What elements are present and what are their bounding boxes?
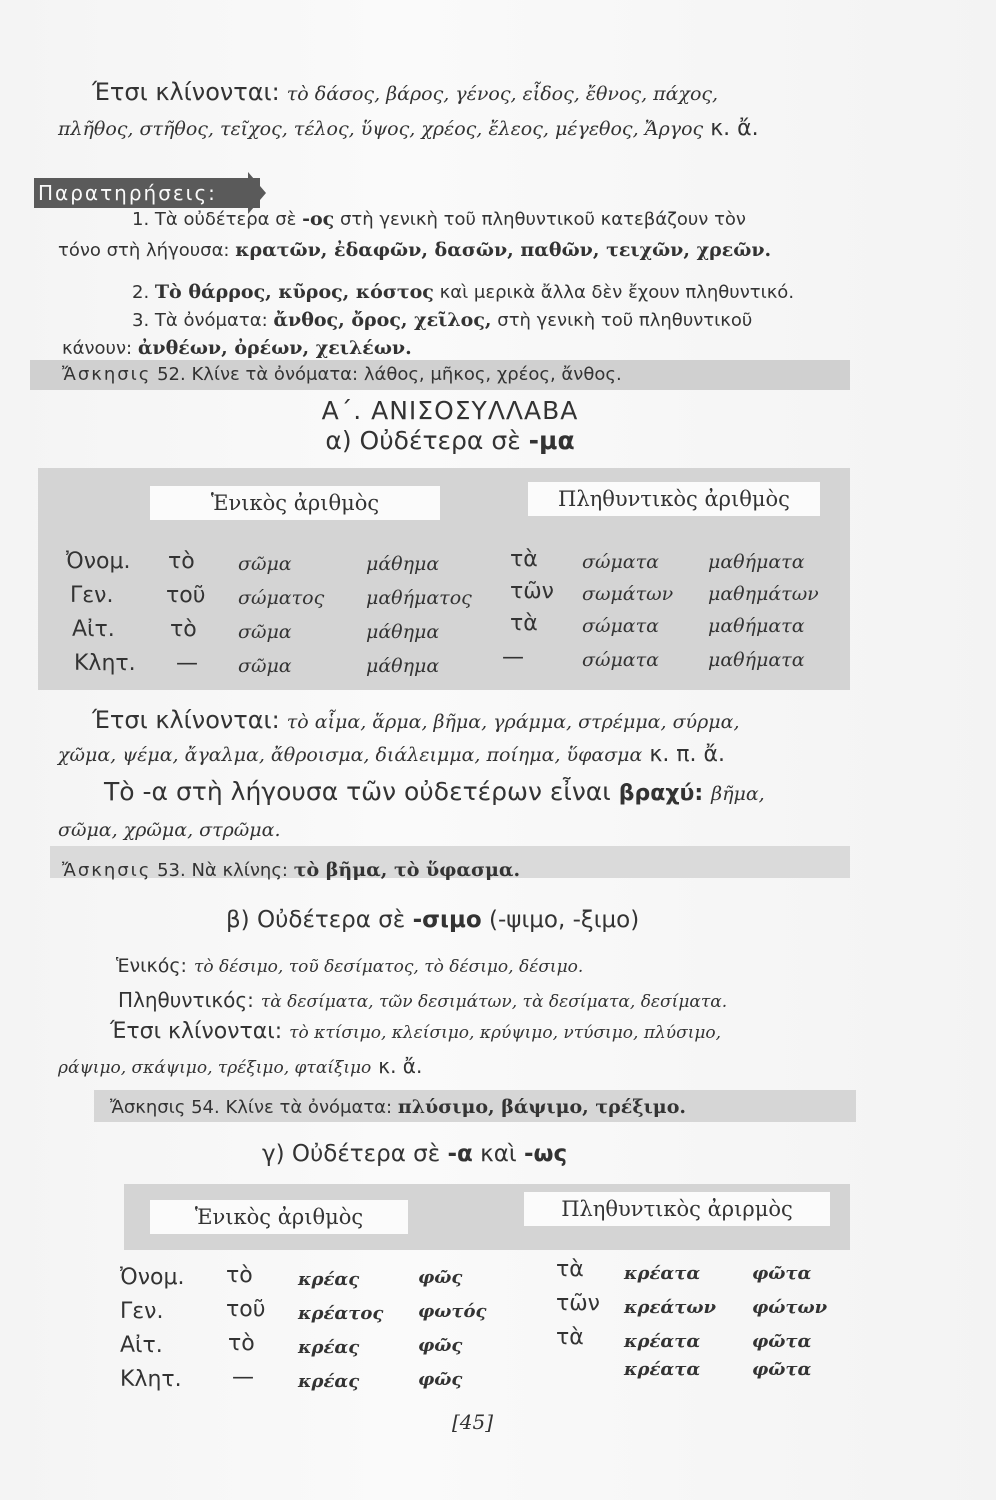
- word: κρέατος: [298, 1303, 384, 1324]
- word: κρέατα: [624, 1331, 701, 1352]
- article: τὸ: [168, 549, 195, 574]
- after-1-rule-bold: βραχύ:: [618, 781, 704, 806]
- word: φῶτα: [752, 1263, 812, 1284]
- case-label: Κλητ.: [120, 1367, 182, 1392]
- word: κρεάτων: [624, 1297, 716, 1318]
- after-1-rule-text: Τὸ -α στὴ λήγουσα τῶν οὐδετέρων εἶναι: [104, 777, 611, 806]
- word: φῶς: [418, 1335, 463, 1356]
- section-b-lead: Έτσι κλίνονται:: [110, 1019, 283, 1044]
- note-1-text: 1. Τὰ οὐδέτερα σὲ: [132, 209, 297, 230]
- section-a-subtitle-prefix: α) Οὐδέτερα σὲ: [325, 426, 521, 455]
- article: τοῦ: [226, 1297, 266, 1322]
- section-b-pl-label: Πληθυντικός:: [118, 988, 254, 1012]
- article: τῶν: [510, 579, 554, 604]
- word: σώματος: [238, 587, 325, 609]
- note-3-line-2: [62, 334, 412, 363]
- article: τὰ: [556, 1257, 584, 1282]
- note-3-line2-text: κάνουν:: [62, 338, 133, 359]
- article: τὸ: [226, 1263, 253, 1288]
- table-2-singular-header: Ἑνικὸς ἀριθμὸς: [150, 1200, 408, 1234]
- word: μαθήματος: [366, 587, 472, 609]
- after-1-rule-line-2: [58, 816, 281, 844]
- word: φῶτα: [752, 1331, 812, 1352]
- section-b-line-2: [58, 1052, 422, 1082]
- case-label: Ὀνομ.: [66, 549, 131, 574]
- section-c-subtitle-mid: καὶ: [480, 1141, 517, 1167]
- table-2-plural-header: Πληθυντικὸς ἀριρμὸς: [524, 1192, 830, 1226]
- after-1-end: κ. π. ἄ.: [649, 742, 726, 767]
- word: μαθήματα: [708, 649, 805, 671]
- case-label: Κλητ.: [74, 651, 136, 676]
- exercise-52-label: Ἄσκησις: [62, 364, 152, 385]
- word: μαθημάτων: [708, 583, 819, 605]
- section-a-subtitle-suffix: -μα: [528, 426, 575, 455]
- exercise-52: [62, 361, 622, 389]
- word: κρέας: [298, 1337, 360, 1358]
- section-b-sg-label: Ἑνικός:: [116, 955, 187, 977]
- word: μάθημα: [366, 621, 440, 643]
- article: —: [502, 645, 524, 670]
- section-b-line-1: [110, 1018, 721, 1047]
- section-b-words-1: τὸ κτίσιμο, κλείσιμο, κρύψιμο, ντύσιμο, πλύσιμο,: [289, 1023, 722, 1043]
- intro-words-2: πλῆθος, στῆθος, τεῖχος, τέλος, ὕψος, χρέος, ἔλεος, μέγεθος, Ἄργος: [58, 118, 704, 140]
- after-1-words-2: χῶμα, ψέμα, ἄγαλμα, ἄθροισμα, διάλειμμα, ποίημα, ὕφασμα: [58, 744, 643, 766]
- section-b-subtitle: [226, 906, 639, 934]
- exercise-52-number: 52.: [157, 364, 186, 385]
- note-3-bold: ἄνθος, ὄρος, χεῖλος,: [273, 309, 492, 331]
- section-b-end: κ. ἄ.: [378, 1054, 423, 1078]
- word: σώματα: [582, 615, 659, 637]
- exercise-53-number: 53.: [157, 860, 186, 881]
- exercise-53-bold: τὸ βῆμα, τὸ ὕφασμα.: [293, 859, 521, 881]
- exercise-52-text: Κλίνε τὰ ὀνόματα: λάθος, μῆκος, χρέος, ἄνθος.: [191, 364, 622, 385]
- exercise-53: [62, 856, 520, 885]
- exercise-54-number: 54.: [191, 1097, 220, 1118]
- section-b-subtitle-suffix: -σιμο: [412, 907, 482, 933]
- note-1-examples: κρατῶν, ἐδαφῶν, δασῶν, παθῶν, τειχῶν, χρεῶν.: [235, 239, 772, 261]
- word: μαθήματα: [708, 615, 805, 637]
- section-b-plural: [118, 986, 727, 1016]
- after-1-line-2: [58, 741, 725, 769]
- word: σῶμα: [238, 621, 292, 643]
- exercise-54-bold: πλύσιμο, βάψιμο, τρέξιμο.: [397, 1096, 686, 1118]
- section-b-subtitle-tail: (-ψιμο, -ξιμο): [489, 907, 640, 933]
- case-label: Αἰτ.: [72, 617, 115, 642]
- after-1-lead: Έτσι κλίνονται:: [92, 706, 280, 734]
- case-label: Γεν.: [70, 583, 114, 608]
- word: σώματα: [582, 649, 659, 671]
- article: τὰ: [510, 611, 538, 636]
- section-c-subtitle-suffix: -α: [447, 1141, 473, 1167]
- after-1-line-1: [92, 706, 740, 736]
- intro-lead: Έτσι κλίνονται:: [92, 78, 280, 106]
- exercise-54-label: Ἄσκησις: [110, 1097, 186, 1118]
- word: φῶς: [418, 1267, 463, 1288]
- after-1-rule: [104, 778, 765, 808]
- word: φῶς: [418, 1369, 463, 1390]
- note-2-bold: Τὸ θάρρος, κῦρος, κόστος: [154, 281, 434, 303]
- section-c-subtitle-suffix2: -ως: [523, 1141, 568, 1167]
- word: σῶμα: [238, 553, 292, 575]
- note-3-examples: ἀνθέων, ὀρέων, χειλέων.: [137, 337, 412, 359]
- article: τὸ: [228, 1331, 255, 1356]
- note-1: [132, 205, 746, 234]
- word: φωτός: [418, 1301, 487, 1322]
- exercise-53-text: Νὰ κλίνης:: [191, 860, 288, 881]
- word: μαθήματα: [708, 551, 805, 573]
- note-3-text: 3. Τὰ ὀνόματα:: [132, 310, 268, 331]
- intro-end: κ. ἄ.: [710, 116, 759, 141]
- note-1-line2-text: τόνο στὴ λήγουσα:: [58, 240, 230, 261]
- after-1-words-1: τὸ αἷμα, ἅρμα, βῆμα, γράμμα, στρέμμα, σύρμα,: [286, 711, 740, 733]
- note-2-num: 2.: [132, 282, 150, 303]
- intro-words-1: τὸ δάσος, βάρος, γένος, εἶδος, ἔθνος, πάχος,: [286, 83, 719, 105]
- section-b-singular: [116, 952, 583, 981]
- after-1-rule-ex2: σῶμα, χρῶμα, στρῶμα.: [58, 819, 281, 841]
- note-1-line-2: [58, 236, 771, 265]
- article: τὰ: [556, 1325, 584, 1350]
- section-b-sg-words: τὸ δέσιμο, τοῦ δεσίματος, τὸ δέσιμο, δέσιμο.: [193, 957, 584, 977]
- table-1-singular-header: Ἑνικὸς ἀριθμὸς: [150, 486, 440, 520]
- section-b-words-2: ράψιμο, σκάψιμο, τρέξιμο, φταίξιμο: [58, 1058, 372, 1078]
- intro-line-1: [92, 78, 718, 108]
- intro-line-2: [58, 115, 759, 143]
- article: τοῦ: [166, 583, 206, 608]
- word: μάθημα: [366, 655, 440, 677]
- note-3-rest: στὴ γενικὴ τοῦ πληθυντικοῦ: [497, 310, 753, 331]
- word: φῶτα: [752, 1359, 812, 1380]
- exercise-53-label: Ἄσκησις: [62, 860, 152, 881]
- word: μάθημα: [366, 553, 440, 575]
- section-a-title: Α΄. ΑΝΙΣΟΣΥΛΛΑΒΑ: [321, 396, 579, 425]
- word: σῶμα: [238, 655, 292, 677]
- word: φώτων: [752, 1297, 828, 1318]
- word: κρέατα: [624, 1263, 701, 1284]
- article: —: [176, 651, 198, 676]
- note-1-suffix: -ος: [302, 208, 335, 230]
- case-label: Αἰτ.: [120, 1333, 163, 1358]
- note-2: [132, 278, 794, 307]
- article: τὸ: [170, 617, 197, 642]
- case-label: Ὀνομ.: [120, 1265, 185, 1290]
- notes-label: Παρατηρήσεις:: [38, 181, 217, 205]
- exercise-54-text: Κλίνε τὰ ὀνόματα:: [225, 1097, 393, 1118]
- after-1-rule-ex1: βῆμα,: [711, 783, 765, 805]
- page-number: [45]: [452, 1410, 494, 1434]
- word: κρέατα: [624, 1359, 701, 1380]
- word: κρέας: [298, 1269, 360, 1290]
- section-b-subtitle-prefix: β) Οὐδέτερα σὲ: [226, 907, 406, 933]
- article: τὰ: [510, 547, 538, 572]
- section-a-subtitle: [0, 426, 900, 455]
- section-c-subtitle-prefix: γ) Οὐδέτερα σὲ: [262, 1141, 441, 1167]
- exercise-54: [110, 1093, 686, 1122]
- section-c-subtitle: [262, 1140, 567, 1168]
- note-2-rest: καὶ μερικὰ ἄλλα δὲν ἔχουν πληθυντικό.: [439, 282, 795, 303]
- table-1-plural-header: Πληθυντικὸς ἀριθμὸς: [528, 482, 820, 516]
- article: —: [232, 1365, 254, 1390]
- word: κρέας: [298, 1371, 360, 1392]
- case-label: Γεν.: [120, 1299, 164, 1324]
- note-3: [132, 306, 752, 335]
- word: σωμάτων: [582, 583, 674, 605]
- section-b-pl-words: τὰ δεσίματα, τῶν δεσιμάτων, τὰ δεσίματα, δεσίματα.: [260, 992, 728, 1012]
- article: τῶν: [556, 1291, 600, 1316]
- note-1-rest: στὴ γενικὴ τοῦ πληθυντικοῦ κατεβάζουν τὸν: [339, 209, 746, 230]
- word: σώματα: [582, 551, 659, 573]
